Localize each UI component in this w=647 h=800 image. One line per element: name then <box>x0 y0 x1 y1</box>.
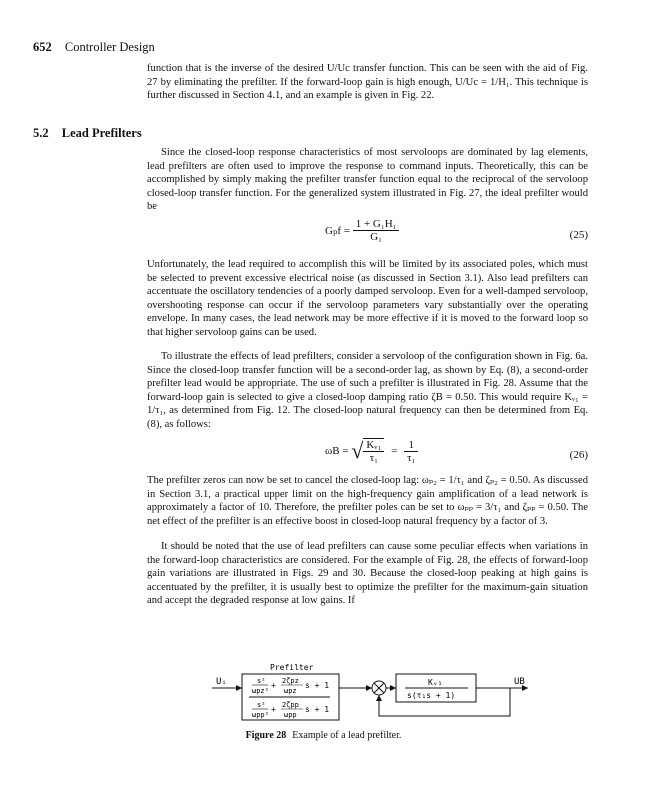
den-tail: s + 1 <box>305 705 330 714</box>
page-number: 652 <box>33 40 52 54</box>
input-label: Uᵢ <box>216 677 227 687</box>
section-title: Lead Prefilters <box>61 126 142 140</box>
figure-label: Figure 28 <box>245 730 287 741</box>
eq25-number: (25) <box>569 229 588 241</box>
output-label: UB <box>514 677 525 687</box>
input-arrowhead <box>236 685 242 691</box>
paragraph-4: The prefilter zeros can now be set to cancel the closed-loop lag: ωₚ₂ = 1/τ₁ and ζₚ₂ = 0.50. As discussed in Section 3.1, a practical upper limit on the high-frequency gain amplification of a lead network is approximately a factor of 10. Therefore, the prefilter poles can be set to ωₚₚ = 3/τ₁ and ζₚₚ = 0.50. The net effect of the prefilter is an effective boost in closed-loop natural frequency by a factor of 3. <box>147 475 588 527</box>
plant-denominator: s(τ₁s + 1) <box>407 691 456 700</box>
paragraph-3: To illustrate the effects of lead prefilters, consider a servoloop of the configuration shown in Fig. 6a. Since the closed-loop transfer function will be a second-order lag, as shown by Eq. (8), a second-order prefilter lead would be appropriate. The use of such a prefilter is illustrated in Fig. 28. Assume that the forward-loop gain is selected to give a closed-loop damping ratio ζB = 0.50. This would require Kᵥ₁ = 1/τ₁, as determined from Fig. 12. The closed-loop natural frequency can then be determined from Eq. (8), as follows: <box>147 351 588 430</box>
num-wpz2: ωpz² <box>252 687 269 695</box>
eq26-rhs-num: 1 <box>404 439 418 452</box>
plant-numerator: Kᵥ₁ <box>428 678 443 687</box>
figure-caption-text: Example of a lead prefilter. <box>292 730 402 741</box>
prefilter-label: Prefilter <box>270 663 314 672</box>
num-plus: + <box>271 681 276 690</box>
den-wpp: ωpp <box>284 711 297 719</box>
den-s2: s² <box>257 701 266 709</box>
eq26-equals: = <box>391 445 398 457</box>
intro-paragraph: function that is the inverse of the desired U/Uc transfer function. This can be seen with the aid of Fig. 27 by eliminating the prefilter. If the forward-loop gain is high enough, U/Uc = 1/H₁. This technique is further discussed in Section 4.1, and an example is given in Fig. 22. <box>147 63 588 102</box>
num-s2: s² <box>257 677 266 685</box>
eq25-denominator: G₁ <box>370 231 382 243</box>
den-2zpp: 2ζpp <box>282 701 299 709</box>
den-plus: + <box>271 705 276 714</box>
num-wpz: ωpz <box>284 687 297 695</box>
eq25-numerator: 1 + G₁H₁ <box>353 218 400 231</box>
num-2zpz: 2ζpz <box>282 677 299 685</box>
paragraph-2: Unfortunately, the lead required to accomplish this will be limited by its associated poles, which must be selected to prevent excessive electrical noise (as discussed in Section 3.1). Also lead prefilters can accentuate the oscillatory tendencies of a poorly damped servoloop. Even for a well-damped servoloop, overshooting response can occur if the servoloop parameters vary substantially over the operating envelope. In many cases, the lead network may be more effective if it is moved to the forward loop so that higher servoloop gains can be used. <box>147 259 588 338</box>
den-wpp2: ωpp² <box>252 711 269 719</box>
eq26-number: (26) <box>569 449 588 461</box>
figure-caption <box>0 730 647 741</box>
eq26-root-num: Kᵥ₁ <box>363 439 384 452</box>
sum-arrowhead <box>366 685 372 691</box>
num-tail: s + 1 <box>305 681 330 690</box>
paragraph-5: It should be noted that the use of lead prefilters can cause some peculiar effects when variations in the forward-loop characteristics are considered. For the example of Fig. 28, the effects of forward-loop gain variations are illustrated in Figs. 29 and 30. Because the closed-loop peaking at high gains is accentuated by the prefilter, it is usually best to optimize the prefilter for the maximum-gain situation and accept the degraded response at low gains. If <box>147 541 588 607</box>
eq25-lhs: Gₚf = <box>325 225 350 237</box>
eq26-root-den: τ₁ <box>369 452 378 464</box>
sqrt-icon: √ <box>351 438 364 463</box>
eq26-rhs-den: τ₁ <box>407 451 416 464</box>
paragraph-1: Since the closed-loop response characteristics of most servoloops are dominated by lag elements, lead prefilters are often used to improve the response to command inputs. Theoretically, this can be accomplished by simply making the prefilter transfer function equal to the reciprocal of the servoloop closed-loop transfer function. For the generalized system illustrated in Fig. 27, the ideal prefilter would be <box>147 147 588 213</box>
eq26-lhs: ωB = <box>325 445 349 457</box>
section-number: 5.2 <box>33 126 49 140</box>
running-title: Controller Design <box>64 40 155 54</box>
feedback-arrowhead <box>376 695 382 701</box>
plant-arrowhead <box>390 685 396 691</box>
